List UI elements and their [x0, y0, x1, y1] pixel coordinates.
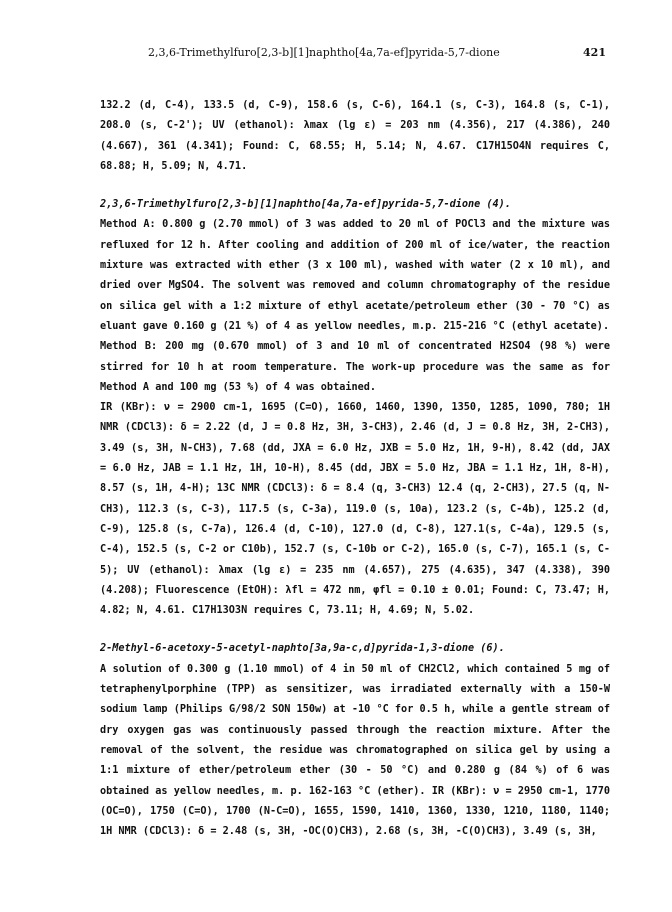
- paragraph-nmr-continued: 132.2 (d, C-4), 133.5 (d, C-9), 158.6 (s, C-6), 164.1 (s, C-3), 164.8 (s, C-1), 208.0 (s, C-2'); UV (ethanol): λmax (lg ε) = 203 nm (4.356), 217 (4.386), 240 (4.667), 361 (4.341); Found: C, 68.55; H, 5.14; N, 4.67. C17H15O4N requires C, 68.88; H, 5.09; N, 4.71.: [100, 100, 610, 172]
- compound-6-heading: 2-Methyl-6-acetoxy-5-acetyl-naphto[3a,9a-c,d]pyrida-1,3-dione (6).: [100, 643, 505, 655]
- page-number: 421: [583, 46, 606, 59]
- method-a-paragraph: Method A: 0.800 g (2.70 mmol) of 3 was added to 20 ml of POCl3 and the mixture was refluxed for 12 h. After cooling and addition of 200 ml of ice/water, the reaction mixture was extracted with ether (3 x 100 ml), washed with water (2 x 10 ml), and dried over MgSO4. The solvent was removed and column chromatography of the residue on silica gel with a 1:2 mixture of ethyl acetate/petroleum ether (30 - 70 °C) as eluant gave 0.160 g (21 %) of 4 as yellow needles, m.p. 215-216 °C (ethyl acetate).: [100, 219, 610, 332]
- method-b-paragraph: Method B: 200 mg (0.670 mmol) of 3 and 10 ml of concentrated H2SO4 (98 %) were stirred for 10 h at room temperature. The work-up procedure was the same as for Method A and 100 mg (53 %) of 4 was obtained.: [100, 341, 610, 393]
- compound-6-paragraph: A solution of 0.300 g (1.10 mmol) of 4 in 50 ml of CH2Cl2, which contained 5 mg of tetraphenylporphine (TPP) as sensitizer, was irradiated externally with a 150-W sodium lamp (Philips G/98/2 SON 150w) at -10 °C for 0.5 h, while a gentle stream of dry oxygen gas was continuously passed through the reaction mixture. After the removal of the solvent, the residue was chromatographed on silica gel by using a 1:1 mixture of ether/petroleum ether (30 - 50 °C) and 0.280 g (84 %) of 6 was obtained as yellow needles, m. p. 162-163 °C (ether). IR (KBr): ν = 2950 cm-1, 1770 (OC=O), 1750 (C=O), 1700 (N-C=O), 1655, 1590, 1410, 1360, 1330, 1210, 1180, 1140; 1H NMR (CDCl3): δ = 2.48 (s, 3H, -OC(O)CH3), 2.68 (s, 3H, -C(O)CH3), 3.49 (s, 3H,: [100, 663, 610, 838]
- spectra-paragraph: IR (KBr): ν = 2900 cm-1, 1695 (C=O), 1660, 1460, 1390, 1350, 1285, 1090, 780; 1H NMR (CDCl3): δ = 2.22 (d, J = 0.8 Hz, 3H, 3-CH3), 2.46 (d, J = 0.8 Hz, 3H, 2-CH3), 3.49 (s, 3H, N-CH3), 7.68 (dd, JXA = 6.0 Hz, JXB = 5.0 Hz, 1H, 9-H), 8.42 (dd, JAX = 6.0 Hz, JAB = 1.1 Hz, 1H, 10-H), 8.45 (dd, JBX = 5.0 Hz, JBA = 1.1 Hz, 1H, 8-H), 8.57 (s, 1H, 4-H); 13C NMR (CDCl3): δ = 8.4 (q, 3-CH3) 12.4 (q, 2-CH3), 27.5 (q, N-CH3), 112.3 (s, C-3), 117.5 (s, C-3a), 119.0 (s, 10a), 123.2 (s, C-4b), 125.2 (d, C-9), 125.8 (s, C-7a), 126.4 (d, C-10), 127.0 (d, C-8), 127.1(s, C-4a), 129.5 (s, C-4), 152.5 (s, C-2 or C10b), 152.7 (s, C-10b or C-2), 165.0 (s, C-7), 165.1 (s, C-5); UV (ethanol): λmax (lg ε) = 235 nm (4.657), 275 (4.635), 347 (4.338), 390 (4.208); Fluorescence (EtOH): λfl = 472 nm, φfl = 0.10 ± 0.01; Found: C, 73.47; H, 4.82; N, 4.61. C17H13O3N requires C, 73.11; H, 4.69; N, 5.02.: [100, 402, 610, 617]
- compound-4-heading: 2,3,6-Trimethylfuro[2,3-b][1]naphtho[4a,7a-ef]pyrida-5,7-dione (4).: [100, 199, 511, 211]
- running-title: 2,3,6-Trimethylfuro[2,3-b][1]naphtho[4a,7a-ef]pyrida-5,7-dione: [148, 46, 500, 59]
- running-header: [100, 46, 606, 66]
- body-text: [100, 96, 610, 842]
